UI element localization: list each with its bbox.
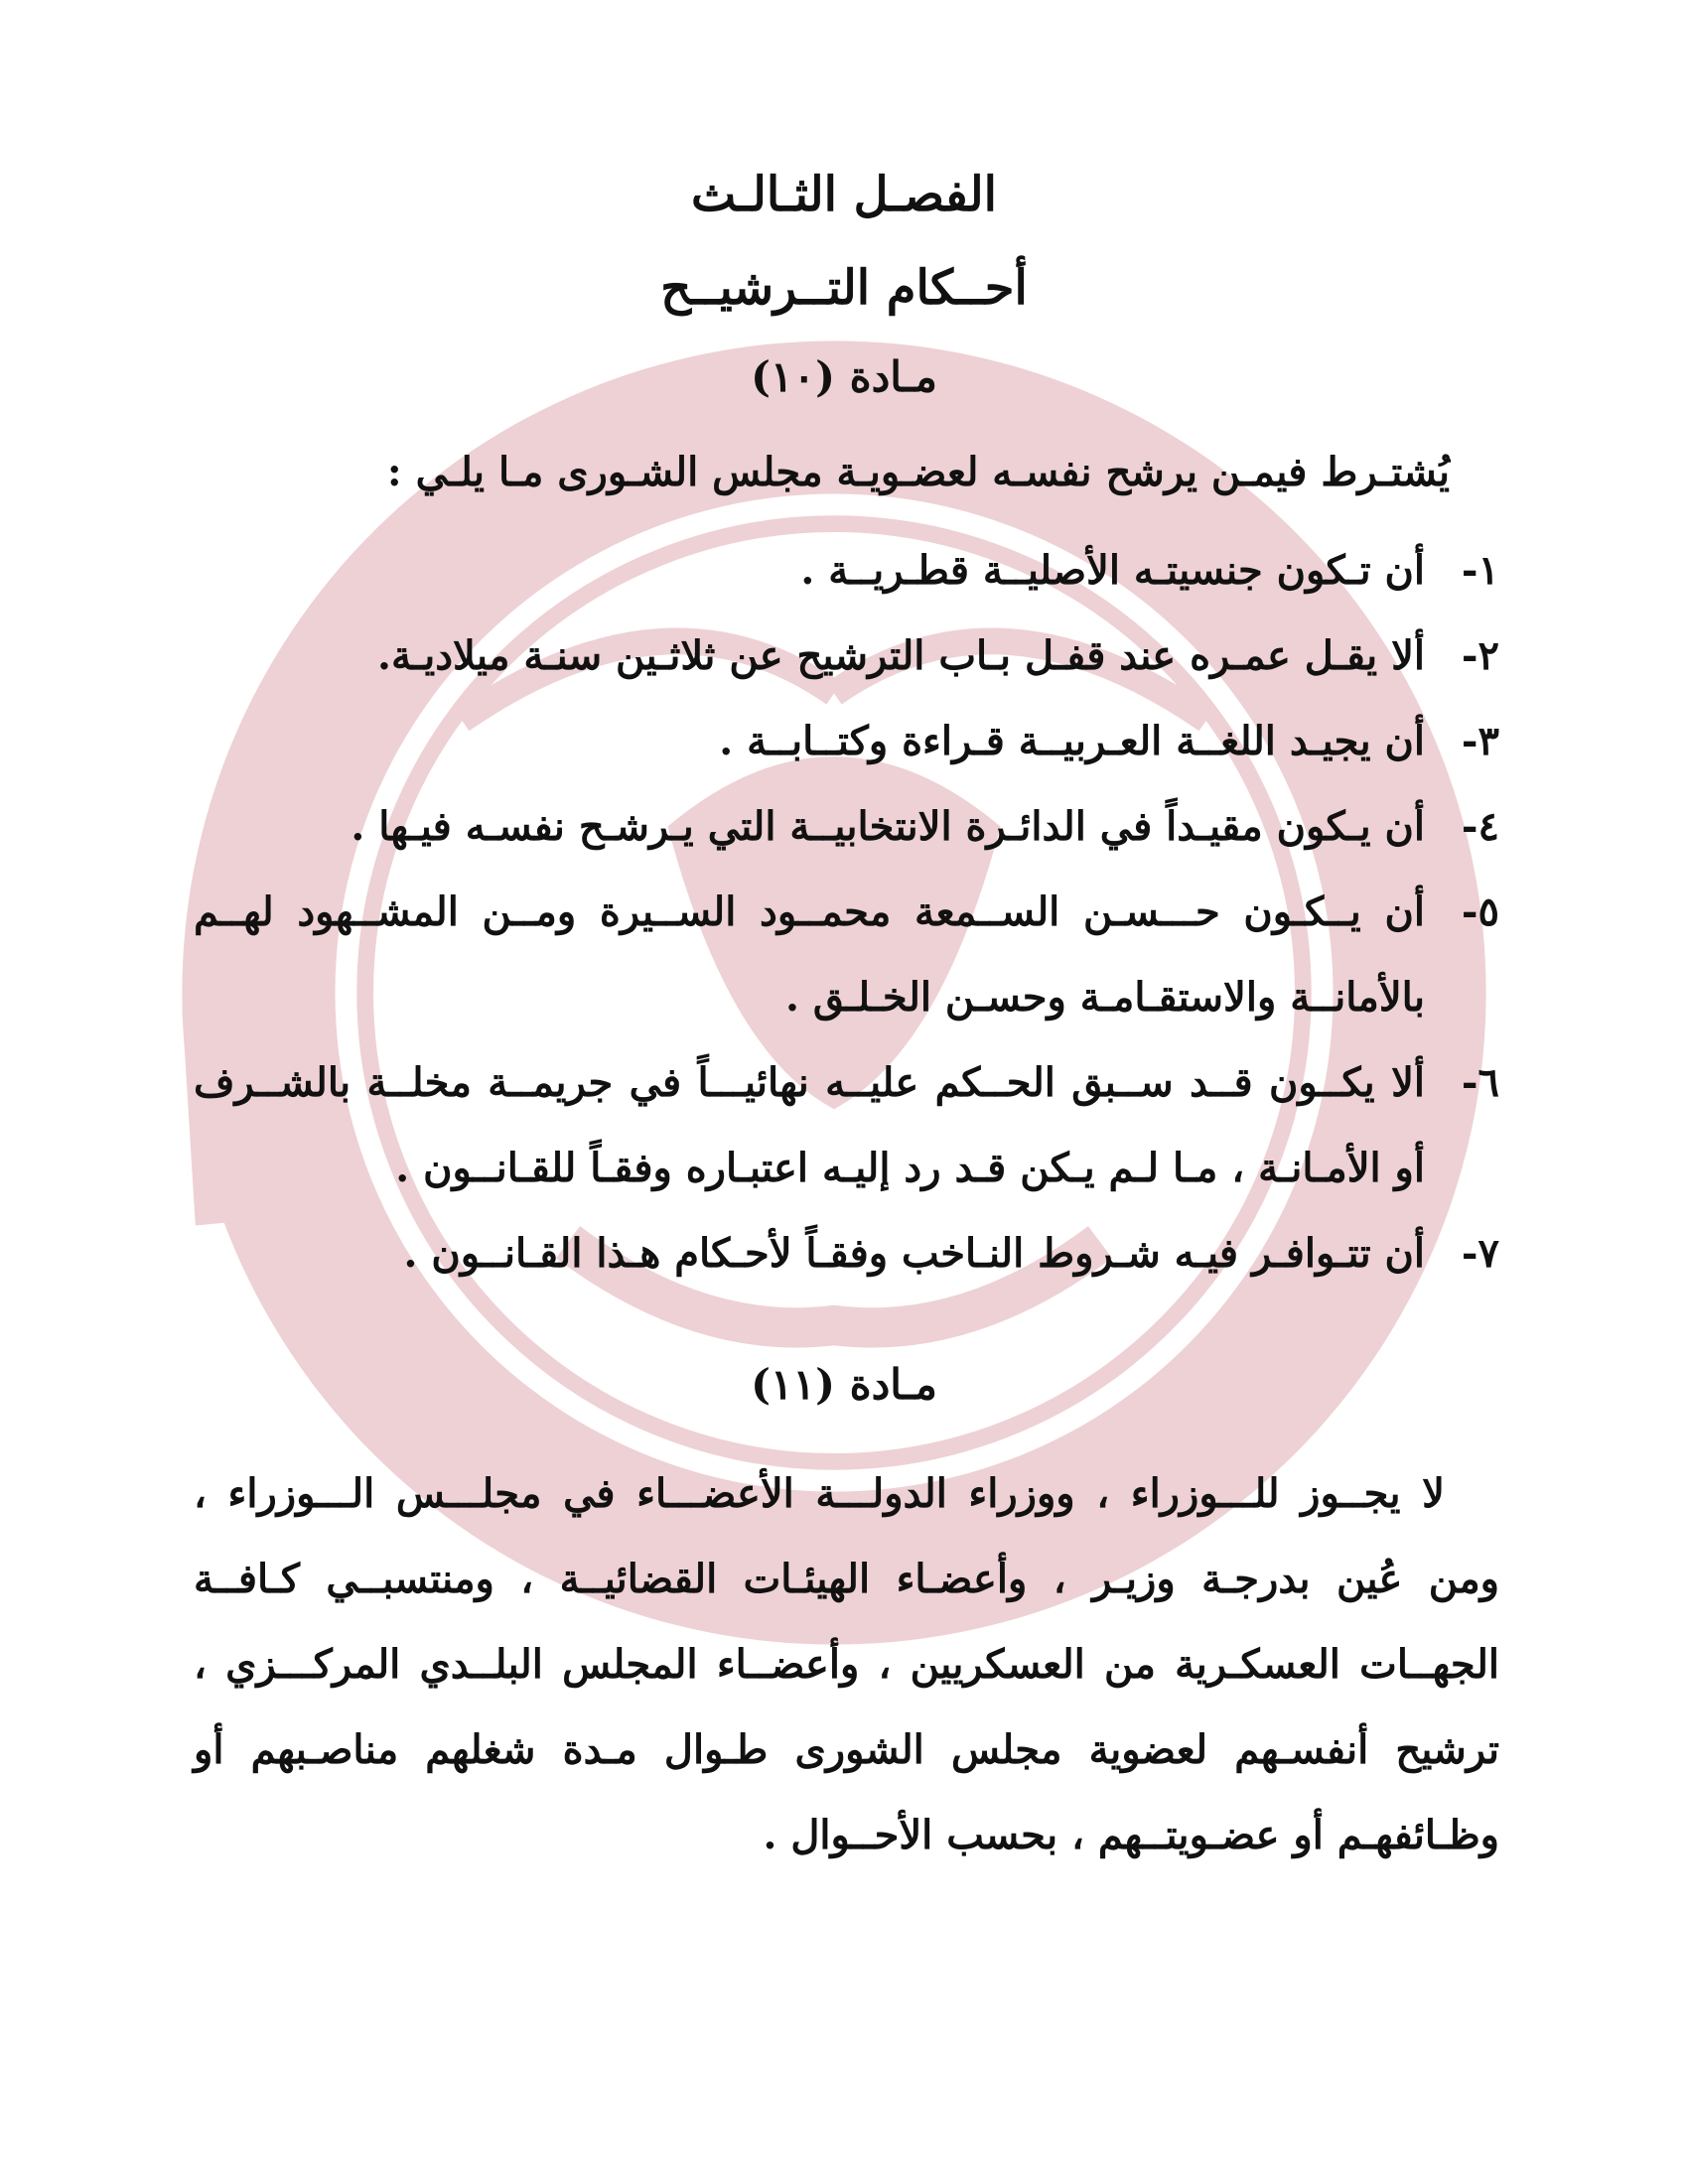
chapter-title: الفصـل الثـالـث [691,167,997,222]
condition-item [194,528,1499,614]
condition-number: ٢- [1461,632,1499,679]
condition-text: ألا يكــون قــد ســبق الحــكم عليــه نهائيـــاً في جريمــة مخلــة بالشــرف أو الأمـانـة ، مـا لـم يـكن قـد رد إليـه اعتبـاره وفقـاً للقـانــون . [194,1059,1425,1191]
article-10-intro: يُشتـرط فيمـن يرشح نفسـه لعضـويـة مجلس الشـورى مـا يلـي : [386,449,1450,495]
article-10-title: مـادة (١٠) [751,352,937,401]
condition-number: ٤- [1461,803,1499,850]
condition-number: ٥- [1461,888,1499,935]
condition-number: ٣- [1461,718,1499,764]
condition-text: أن تـكون جنسيتـه الأصليــة قطـريــة . [800,547,1425,594]
conditions-list [194,528,1499,1297]
condition-item [194,699,1499,784]
condition-item [194,870,1499,1040]
condition-item [194,1211,1499,1297]
condition-item [194,784,1499,870]
condition-number: ٧- [1461,1230,1499,1277]
condition-text: أن تتـوافـر فيـه شـروط النـاخب وفقـاً لأحـكام هـذا القـانــون . [403,1230,1425,1277]
condition-text: أن يــكـون حـــسـن الســمعة محمــود الســيرة ومــن المشــهود لهــم بالأمانــة والاستقـامـة وحسـن الخـلـق . [194,888,1425,1021]
condition-number: ٦- [1461,1059,1499,1106]
condition-text: أن يـكون مقيـداً في الدائـرة الانتخابيــة التي يـرشـح نفسـه فيـها . [351,803,1425,850]
condition-item [194,614,1499,699]
condition-text: ألا يقـل عمـره عند قفـل بـاب الترشيح عن ثلاثـين سنـة ميلاديـة. [377,632,1425,679]
condition-number: ١- [1461,547,1499,594]
article-11-title: مـادة (١١) [751,1360,937,1409]
condition-text: أن يجيـد اللغــة العـربيــة قـراءة وكتــابــة . [719,718,1425,764]
condition-item [194,1040,1499,1211]
section-title: أحــكام التــرشيــح [660,260,1028,316]
article-11-body: لا يجــوز للـــوزراء ، ووزراء الدولـــة الأعضـــاء في مجلـــس الـــوزراء ، ومن عُين بدرجـة وزيـر ، وأعضـاء الهيئـات القضائيــة ، ومنتسبــي كـافــة الجهــات العسكـرية من العسكريين ، وأعضــاء المجلس البلــدي المركـــزي ، ترشيح أنفسـهم لعضوية مجلس الشورى طـوال مـدة شغلهم مناصـبهم أو وظـائفهـم أو عضـويتــهم ، بحسب الأحــوال . [194,1470,1499,1858]
